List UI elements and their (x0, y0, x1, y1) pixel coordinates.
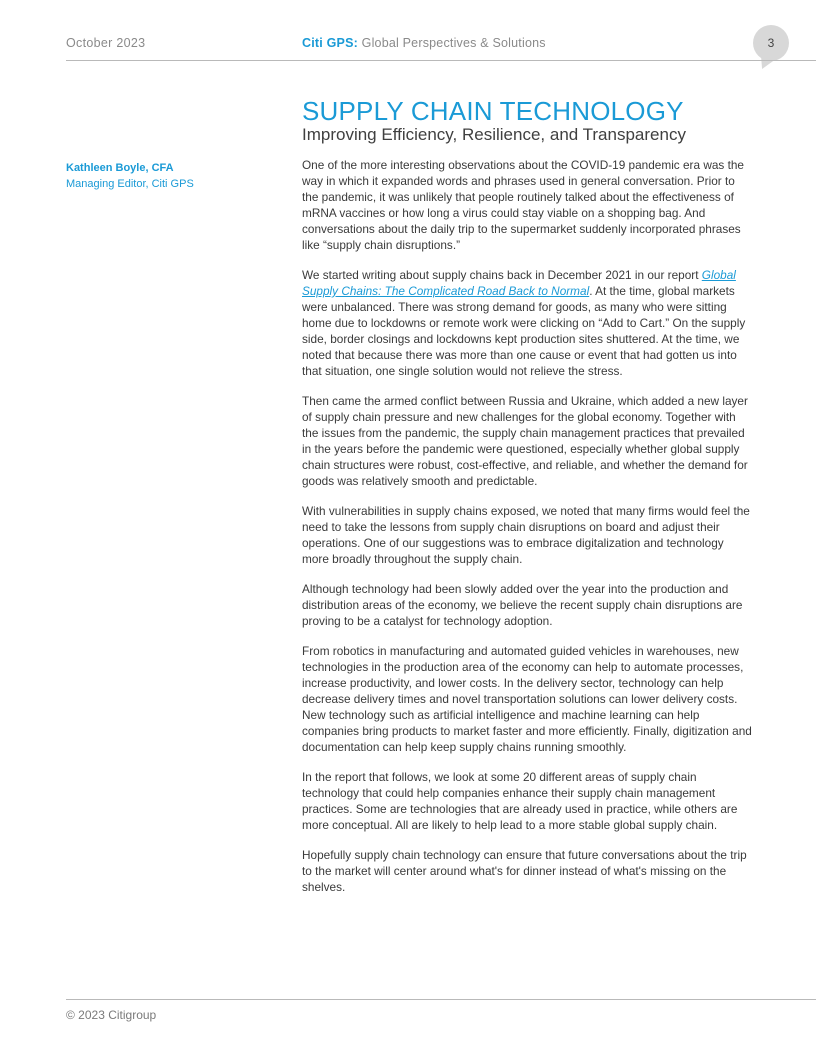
header-brand (302, 36, 546, 50)
paragraph-5: Although technology had been slowly added over the year into the production and distribution areas of the economy, we believe the recent supply chain disruptions are proving to be a catalyst for technology adoption. (302, 582, 743, 628)
author-block (66, 160, 194, 192)
paragraph-1: One of the more interesting observations about the COVID-19 pandemic era was the way in which it expanded words and phrases used in general conversation. Prior to the pandemic, it was unlikely that people routinely talked about the effectiveness of mRNA vaccines or how long a virus could stay viable on a shopping bag. And conversations about the daily trip to the supermarket suddenly incorporated phrases like “supply chain disruptions.” (302, 158, 744, 252)
header-date: October 2023 (66, 36, 146, 50)
page-number-badge: 3 (753, 25, 789, 61)
header-divider (66, 60, 816, 61)
brand-logo-text: Citi GPS: (302, 36, 358, 50)
brand-tagline: Global Perspectives & Solutions (357, 36, 546, 50)
article-body (302, 157, 752, 909)
report-link[interactable]: Global Supply Chains: The Complicated Road Back to Normal (302, 268, 736, 298)
page-subtitle: Improving Efficiency, Resilience, and Transparency (302, 125, 686, 144)
paragraph-3: Then came the armed conflict between Russia and Ukraine, which added a new layer of supply chain pressure and new challenges for the global economy. Together with the issues from the pandemic, the supply chain management practices that prevailed in the years before the pandemic were questioned, especially whether global supply chain structures were robust, cost-effective, and reliable, and whether the demand for goods was relatively smooth and predictable. (302, 394, 748, 488)
paragraph-2-before: We started writing about supply chains back in December 2021 in our report (302, 268, 702, 282)
paragraph-2 (302, 267, 752, 379)
author-role: Managing Editor, Citi GPS (66, 178, 194, 190)
paragraph-2-after: . At the time, global markets were unbalanced. There was strong demand for goods, as many who were sitting home due to lockdowns or remote work were clicking on “Add to Cart.” On the supply side, border closings and lockdowns kept production sites shuttered. At the time, we noted that because there was more than one cause or event that had gotten us into that situation, one single solution would not relieve the stress. (302, 284, 746, 378)
paragraph-7: In the report that follows, we look at some 20 different areas of supply chain technology that could help companies enhance their supply chain management practices. Some are technologies that are already used in practice, while others are more conceptual. All are likely to help lead to a more stable global supply chain. (302, 770, 738, 832)
paragraph-4: With vulnerabilities in supply chains exposed, we noted that many firms would feel the need to take the lessons from supply chain disruptions on board and adjust their operations. One of our suggestions was to embrace digitalization and technology more broadly throughout the supply chain. (302, 504, 750, 566)
footer-divider (66, 999, 816, 1000)
page-title: SUPPLY CHAIN TECHNOLOGY (302, 96, 684, 126)
footer-copyright: © 2023 Citigroup (66, 1008, 157, 1022)
paragraph-8: Hopefully supply chain technology can ensure that future conversations about the trip to the market will center around what's for dinner instead of what's missing on the shelves. (302, 848, 747, 894)
paragraph-6: From robotics in manufacturing and automated guided vehicles in warehouses, new technologies in the production area of the economy can help to automate processes, increase productivity, and lower costs. In the delivery sector, technology can help decrease delivery times and novel transportation solutions can lower delivery costs. New technology such as artificial intelligence and machine learning can help companies bring products to market faster and more efficiently. Finally, digitization and documentation can help keep supply chains running smoothly. (302, 644, 752, 754)
author-name: Kathleen Boyle, CFA (66, 162, 174, 174)
